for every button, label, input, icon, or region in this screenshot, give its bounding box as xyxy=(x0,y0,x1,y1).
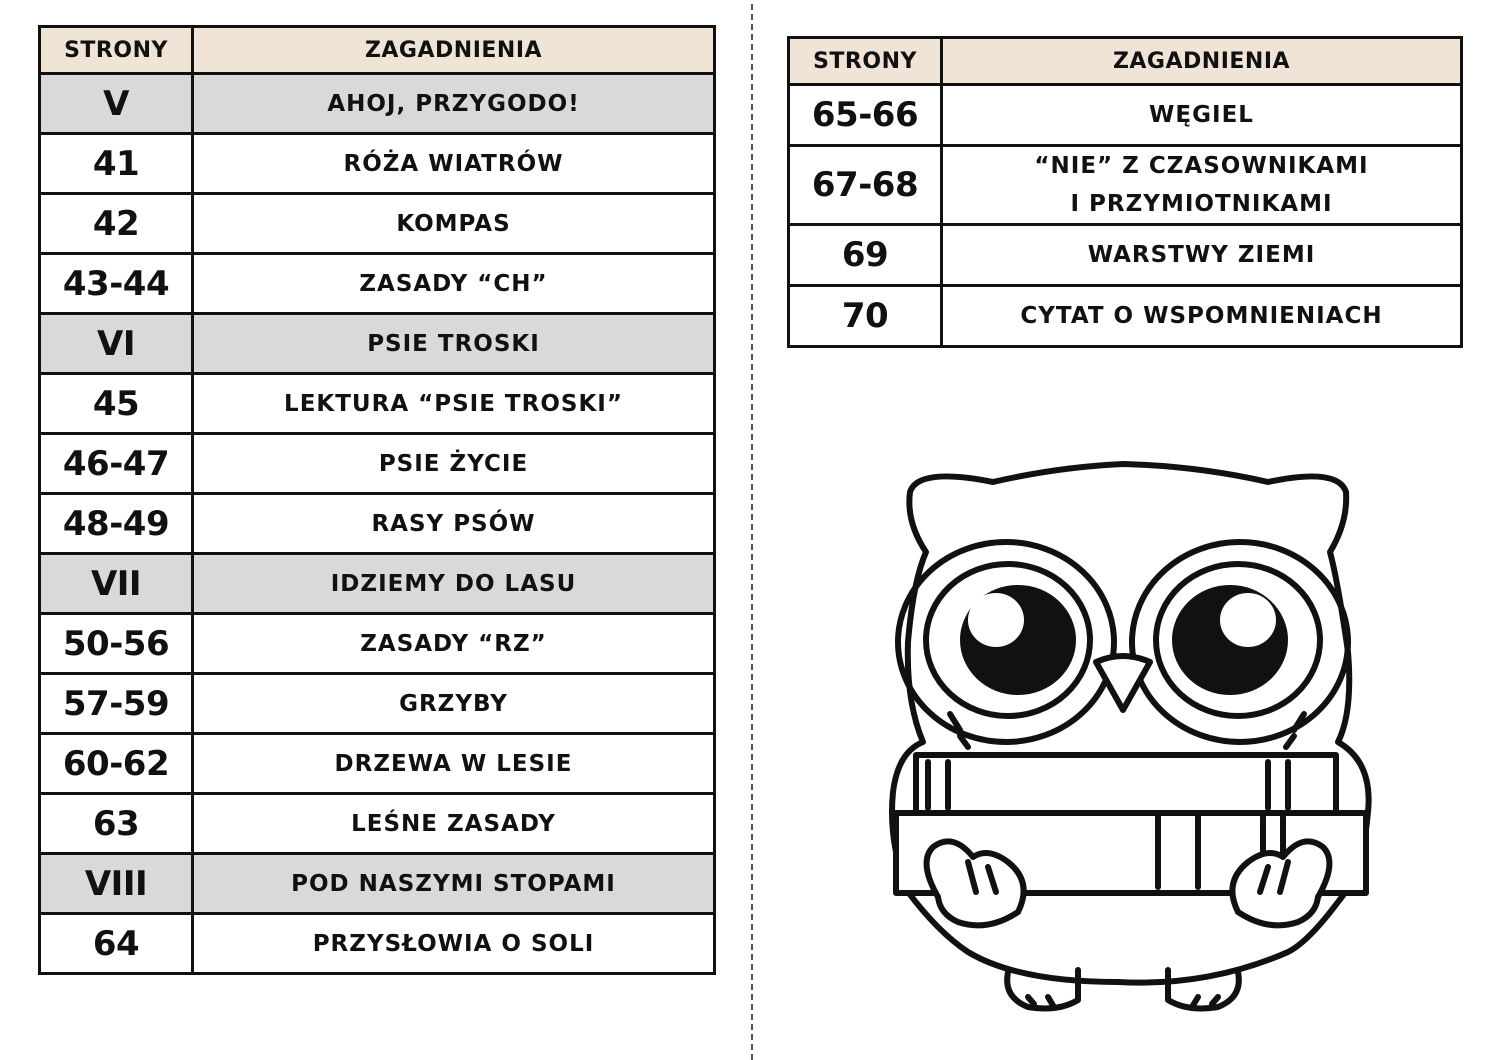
table-row xyxy=(40,194,715,254)
topic-cell: RASY PSÓW xyxy=(193,494,715,554)
table-row xyxy=(789,85,1462,146)
owl-with-books-icon xyxy=(868,452,1388,1027)
topic-line: WĘGIEL xyxy=(1149,102,1254,128)
table-row xyxy=(789,225,1462,286)
fold-divider xyxy=(751,4,753,1060)
pages-cell: 57-59 xyxy=(40,674,193,734)
table-row xyxy=(789,286,1462,347)
topic-cell: ZASADY “RZ” xyxy=(193,614,715,674)
left-pupil xyxy=(960,585,1076,695)
pages-cell: VI xyxy=(40,314,193,374)
topic-cell: KOMPAS xyxy=(193,194,715,254)
pages-cell: 45 xyxy=(40,374,193,434)
topic-cell: AHOJ, PRZYGODO! xyxy=(193,74,715,134)
table-header-row xyxy=(40,27,715,74)
topic-cell: DRZEWA W LESIE xyxy=(193,734,715,794)
header-topics: ZAGADNIENIA xyxy=(942,38,1462,85)
table-row xyxy=(40,374,715,434)
section-row xyxy=(40,854,715,914)
table-header-row xyxy=(789,38,1462,85)
pages-cell: 69 xyxy=(789,225,942,286)
table-row xyxy=(40,434,715,494)
pages-cell: 48-49 xyxy=(40,494,193,554)
topic-cell: PSIE ŻYCIE xyxy=(193,434,715,494)
header-pages: STRONY xyxy=(40,27,193,74)
topic-line: WARSTWY ZIEMI xyxy=(1087,242,1316,268)
pages-cell: 46-47 xyxy=(40,434,193,494)
pages-cell: 42 xyxy=(40,194,193,254)
topic-cell xyxy=(942,146,1462,225)
topic-cell xyxy=(942,225,1462,286)
table-row xyxy=(40,674,715,734)
topic-cell: POD NASZYMI STOPAMI xyxy=(193,854,715,914)
right-pupil xyxy=(1172,585,1288,695)
pages-cell: V xyxy=(40,74,193,134)
pages-cell: 41 xyxy=(40,134,193,194)
pages-cell: 43-44 xyxy=(40,254,193,314)
topic-cell: RÓŻA WIATRÓW xyxy=(193,134,715,194)
pages-cell: 70 xyxy=(789,286,942,347)
topic-cell: PRZYSŁOWIA O SOLI xyxy=(193,914,715,974)
topic-cell: ZASADY “CH” xyxy=(193,254,715,314)
topic-cell: IDZIEMY DO LASU xyxy=(193,554,715,614)
topic-line: CYTAT O WSPOMNIENIACH xyxy=(1020,303,1383,329)
table-row xyxy=(40,914,715,974)
pages-cell: 60-62 xyxy=(40,734,193,794)
table-row xyxy=(40,254,715,314)
table-row xyxy=(789,146,1462,225)
pages-cell: 50-56 xyxy=(40,614,193,674)
pages-cell: VIII xyxy=(40,854,193,914)
table-row xyxy=(40,134,715,194)
right-contents-table xyxy=(787,36,1463,348)
pages-cell: 63 xyxy=(40,794,193,854)
section-row xyxy=(40,74,715,134)
topic-cell: PSIE TROSKI xyxy=(193,314,715,374)
pages-cell: VII xyxy=(40,554,193,614)
table-row xyxy=(40,794,715,854)
table-row xyxy=(40,614,715,674)
pages-cell: 67-68 xyxy=(789,146,942,225)
table-row xyxy=(40,734,715,794)
section-row xyxy=(40,554,715,614)
topic-cell xyxy=(942,286,1462,347)
header-pages: STRONY xyxy=(789,38,942,85)
topic-cell xyxy=(942,85,1462,146)
pages-cell: 64 xyxy=(40,914,193,974)
topic-line-2: I PRZYMIOTNIKAMI xyxy=(1070,191,1333,217)
topic-cell: GRZYBY xyxy=(193,674,715,734)
header-topics: ZAGADNIENIA xyxy=(193,27,715,74)
left-contents-table xyxy=(38,25,716,975)
topic-cell: LEKTURA “PSIE TROSKI” xyxy=(193,374,715,434)
pages-cell: 65-66 xyxy=(789,85,942,146)
topic-cell: LEŚNE ZASADY xyxy=(193,794,715,854)
section-row xyxy=(40,314,715,374)
table-row xyxy=(40,494,715,554)
topic-line: “NIE” Z CZASOWNIKAMI xyxy=(1034,153,1369,179)
top-book xyxy=(916,755,1336,813)
